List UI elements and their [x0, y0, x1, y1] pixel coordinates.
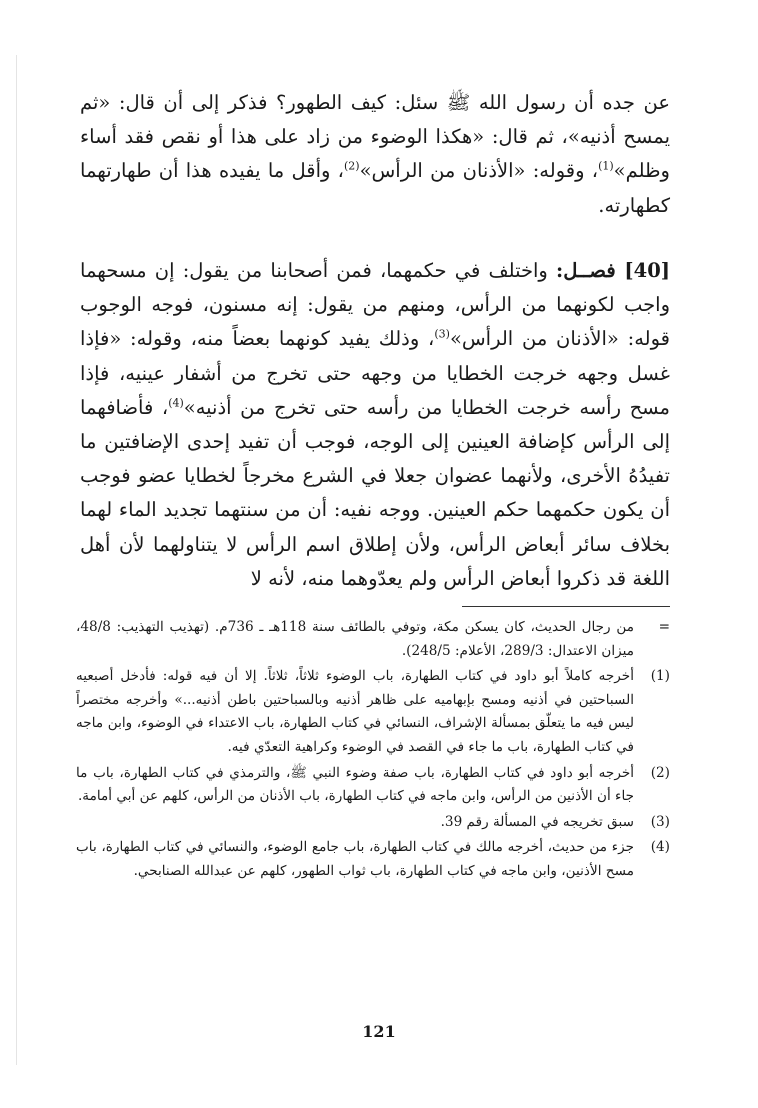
footnote-marker: (3) [650, 813, 670, 830]
footnote-text: سبق تخريجه في المسألة رقم 39. [440, 813, 634, 830]
footnote-text: من رجال الحديث، كان يسكن مكة، وتوفي بالطائف سنة 118هـ ـ 736م. (تهذيب التهذيب: 48/8، ميزان الاعتدال: 289/3، الأعلام: 248/5). [76, 619, 634, 659]
footnote-ref-2: (2) [343, 159, 360, 173]
footnote-marker: = [658, 619, 670, 635]
footnote-ref-1: (1) [598, 159, 614, 173]
paragraph-2-text-c: ، فأضافهما إلى الرأس كإضافة العينين إلى الوجه، فوجب أن تفيد إحدى الإضافتين ما تفيدُهُ الأخرى، ولأنهما عضوان جعلا في الشرع مخرجاً لخطايا عضو فوجب أن يكون حكمهما حكم العينين. ووجه نفيه: أن من سنتهما تجديد الماء لهما بخلاف سائر أبعاض الرأس، ولأن إطلاق اسم الرأس لا يتناولهما لأن أهل اللغة قد ذكروا أبعاض الرأس ولم يعدّوهما منه، لأنه لا [80, 395, 671, 590]
paragraph-1-text-a: عن جده أن رسول الله ﷺ سئل: كيف الطهور؟ فذكر إلى أن قال: «ثم يمسح أذنيه»، ثم قال: «هكذا الوضوء من زاد على هذا أو نقص فقد أساء وظلم» [80, 91, 670, 183]
footnotes-section [76, 616, 670, 886]
footnote-text: جزء من حديث، أخرجه مالك في كتاب الطهارة، باب جامع الوضوء، والنسائي في كتاب الطهارة، باب مسح الأذنين، وابن ماجه في كتاب الطهارة، باب ثواب الطهور، كلهم عن عبدالله الصنابحي. [76, 839, 634, 879]
footnote-marker: (2) [650, 764, 670, 781]
paragraph-2-text-a: واختلف في حكمهما، فمن أصحابنا من يقول: إن مسحهما واجب لكونهما من الرأس، ومنهم من يقول: إنه مسنون، فوجه الوجوب قوله: «الأذنان من الرأس» [80, 259, 670, 351]
section-label: [40] فصــل: [556, 259, 671, 282]
footnote-continuation [76, 616, 670, 663]
footnote-3 [76, 811, 670, 835]
page-number: 121 [362, 1022, 396, 1041]
footnote-ref-3: (3) [434, 327, 450, 341]
footnote-marker: (1) [650, 668, 670, 685]
body-paragraph-2 [80, 254, 670, 596]
footnote-2 [76, 762, 670, 809]
body-paragraph-1 [80, 86, 670, 223]
footnote-text: أخرجه أبو داود في كتاب الطهارة، باب صفة وضوء النبي ﷺ، والترمذي في كتاب الطهارة، باب ما جاء أن الأذنين من الرأس، وابن ماجه في كتاب الطهارة، باب الأذنان من الرأس، كلهم عن أبي أمامة. [76, 764, 634, 805]
paragraph-1-text-c: ، وأقل ما يفيده هذا أن طهارتهما كطهارته. [80, 159, 670, 217]
page-edge-line [16, 55, 17, 1065]
paragraph-1-text-b: ، وقوله: «الأذنان من الرأس» [359, 159, 599, 183]
footnote-1 [76, 665, 670, 759]
footnote-marker: (4) [650, 839, 670, 856]
footnote-separator [462, 606, 670, 607]
paragraph-2-text-b: ، وذلك يفيد كونهما بعضاً منه، وقوله: «فإذا غسل وجهه خرجت الخطايا من وجهه حتى تخرج من أشفار عينيه، فإذا مسح رأسه خرجت الخطايا من رأسه حتى تخرج من أذنيه» [80, 327, 671, 419]
footnote-text: أخرجه كاملاً أبو داود في كتاب الطهارة، باب الوضوء ثلاثاً، ثلاثاً. إلا أن فيه قوله: فأدخل أصبعيه السباحتين في أذنيه ومسح بإبهاميه على ظاهر أذنيه وبالسباحتين باطن أذنيه...» وأخرجه مختصراً ليس فيه ما يتعلّق بمسألة الإشراف، النسائي في كتاب الطهارة، باب الاعتداء في الوضوء، وابن ماجه في كتاب الطهارة، باب ما جاء في القصد في الوضوء وكراهية التعدّي فيه. [76, 668, 634, 755]
footnote-ref-4: (4) [168, 396, 184, 410]
footnote-4 [76, 836, 670, 883]
